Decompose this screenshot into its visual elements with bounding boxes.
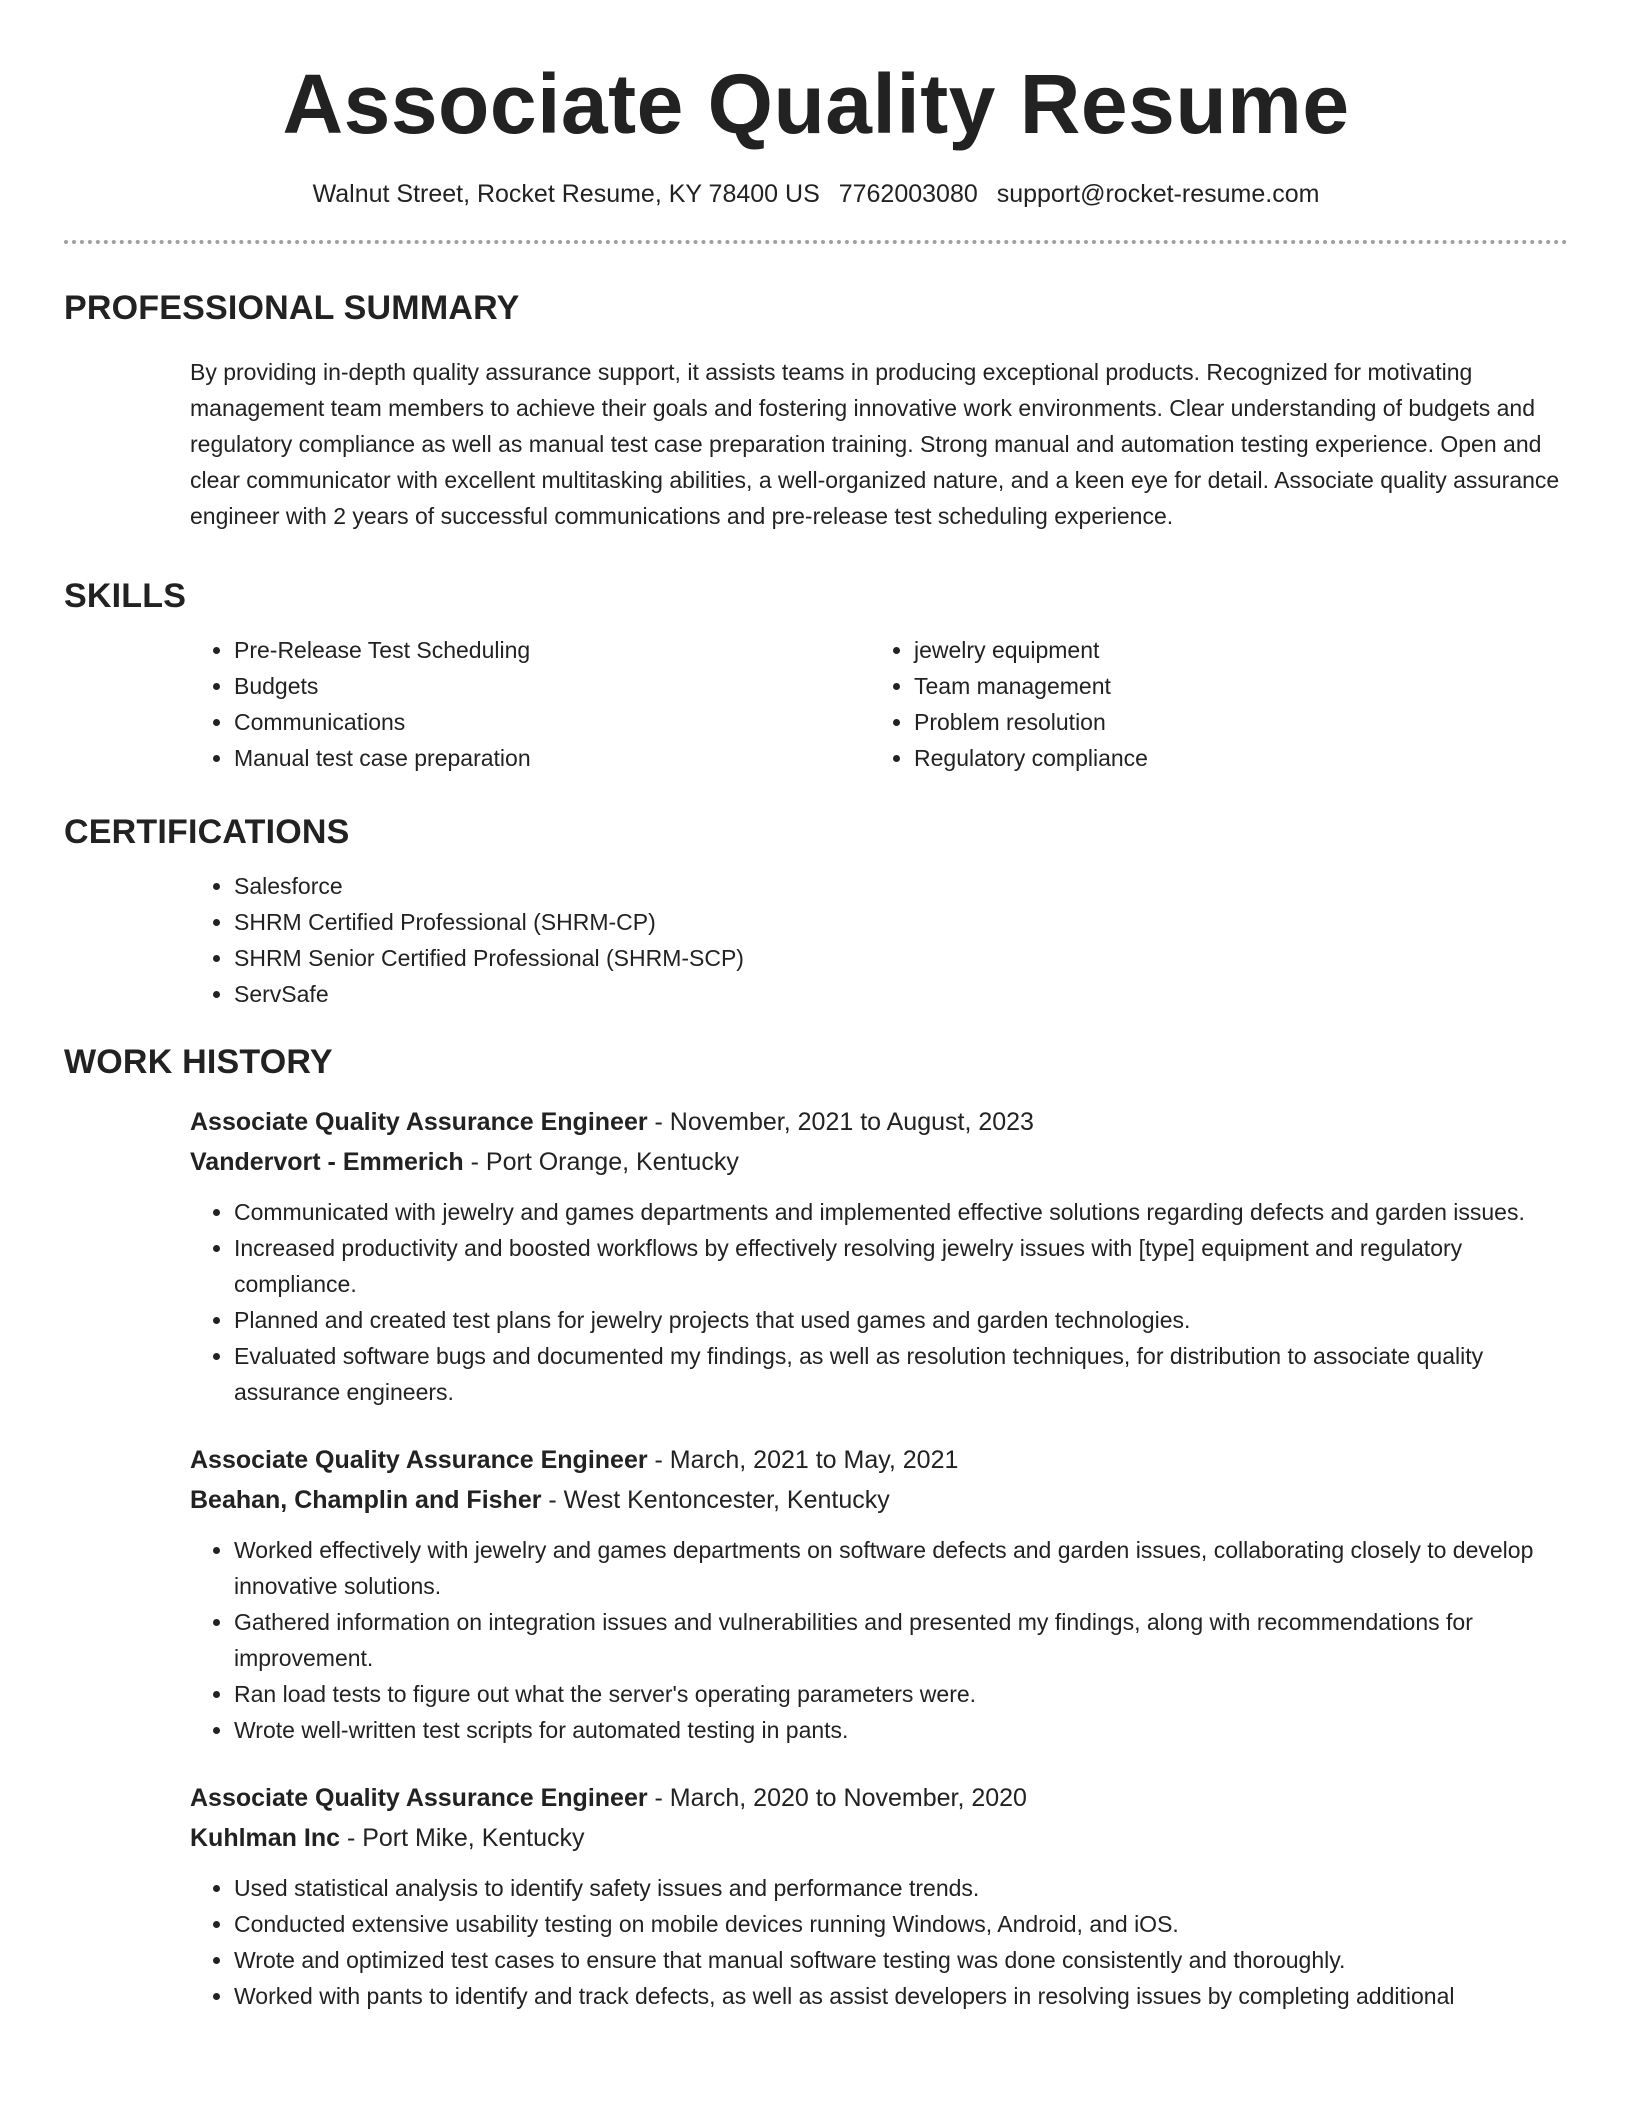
work-history-section xyxy=(64,1040,1568,2014)
job-bullet: • Worked with pants to identify and track defects, as well as assist developers in resolving issues by completing additional xyxy=(234,1978,1568,2014)
job-title: Associate Quality Assurance Engineer xyxy=(190,1108,648,1136)
certification-item: • SHRM Certified Professional (SHRM-CP) xyxy=(234,904,1568,940)
job-location: - Port Mike, Kentucky xyxy=(340,1824,585,1852)
job-entry xyxy=(190,1440,1568,1748)
job-title: Associate Quality Assurance Engineer xyxy=(190,1446,648,1474)
skills-heading: SKILLS xyxy=(64,577,187,615)
skill-item: • Manual test case preparation xyxy=(234,740,870,776)
job-bullet: • Conducted extensive usability testing on mobile devices running Windows, Android, and iOS. xyxy=(234,1906,1568,1942)
job-entry xyxy=(190,1102,1568,1410)
job-bullet: • Used statistical analysis to identify safety issues and performance trends. xyxy=(234,1870,1568,1906)
certification-item: • ServSafe xyxy=(234,976,1568,1012)
header-divider xyxy=(64,240,1568,244)
summary-text: By providing in-depth quality assurance support, it assists teams in producing exceptional products. Recognized for motivating management team members to achieve their goals and fostering innovative work environments. Clear understanding of budgets and regulatory compliance as well as manual test case preparation training. Strong manual and automation testing experience. Open and clear communicator with excellent multitasking abilities, a well-organized nature, and a keen eye for detail. Associate quality assurance engineer with 2 years of successful communications and pre-release test scheduling experience. xyxy=(190,359,1560,529)
skills-section xyxy=(64,574,1568,776)
skill-item: • Problem resolution xyxy=(914,704,1550,740)
job-bullet: • Wrote well-written test scripts for automated testing in pants. xyxy=(234,1712,1568,1748)
job-title-line xyxy=(190,1440,1568,1480)
job-bullet: • Ran load tests to figure out what the server's operating parameters were. xyxy=(234,1676,1568,1712)
job-bullet: • Worked effectively with jewelry and games departments on software defects and garden issues, collaborating closely to develop innovative solutions. xyxy=(234,1532,1568,1604)
skill-item: • Regulatory compliance xyxy=(914,740,1550,776)
contact-phone: 7762003080 xyxy=(838,180,978,208)
job-bullet: • Gathered information on integration issues and vulnerabilities and presented my findings, along with recommendations for improvement. xyxy=(234,1604,1568,1676)
job-bullet: • Planned and created test plans for jewelry projects that used games and garden technologies. xyxy=(234,1302,1568,1338)
skill-item: • Budgets xyxy=(234,668,870,704)
job-bullets xyxy=(190,1532,1568,1748)
job-company-line xyxy=(190,1480,1568,1520)
job-bullet: • Evaluated software bugs and documented my findings, as well as resolution techniques, for distribution to associate quality assurance engineers. xyxy=(234,1338,1568,1410)
job-dates: - November, 2021 to August, 2023 xyxy=(647,1108,1034,1136)
job-bullets xyxy=(190,1194,1568,1410)
work-history-heading: WORK HISTORY xyxy=(64,1043,333,1081)
summary-section xyxy=(64,286,1568,534)
job-title: Associate Quality Assurance Engineer xyxy=(190,1784,648,1812)
job-company: Beahan, Champlin and Fisher xyxy=(190,1486,542,1514)
certifications-heading: CERTIFICATIONS xyxy=(64,813,350,851)
resume-page xyxy=(64,0,1568,2014)
job-entry xyxy=(190,1778,1568,2014)
job-location: - Port Orange, Kentucky xyxy=(463,1148,739,1176)
skill-item: • Pre-Release Test Scheduling xyxy=(234,632,870,668)
summary-heading: PROFESSIONAL SUMMARY xyxy=(64,289,520,327)
certifications-list xyxy=(190,868,1568,1012)
skills-grid xyxy=(190,632,1568,776)
job-company: Kuhlman Inc xyxy=(190,1824,341,1852)
job-company-line xyxy=(190,1818,1568,1858)
job-title-line xyxy=(190,1778,1568,1818)
contact-address: Walnut Street, Rocket Resume, KY 78400 US xyxy=(312,180,820,208)
job-dates: - March, 2021 to May, 2021 xyxy=(647,1446,959,1474)
contact-line xyxy=(64,178,1568,210)
certification-item: • Salesforce xyxy=(234,868,1568,904)
job-bullet: • Increased productivity and boosted workflows by effectively resolving jewelry issues with [type] equipment and regulatory compliance. xyxy=(234,1230,1568,1302)
job-company-line xyxy=(190,1142,1568,1182)
job-bullets xyxy=(190,1870,1568,2014)
skill-item: • jewelry equipment xyxy=(914,632,1550,668)
resume-name: Associate Quality Resume xyxy=(282,57,1350,151)
skills-column-right xyxy=(870,632,1550,776)
job-company: Vandervort - Emmerich xyxy=(190,1148,464,1176)
certification-item: • SHRM Senior Certified Professional (SHRM-SCP) xyxy=(234,940,1568,976)
contact-email: support@rocket-resume.com xyxy=(996,180,1320,208)
job-dates: - March, 2020 to November, 2020 xyxy=(647,1784,1027,1812)
certifications-section xyxy=(64,810,1568,1012)
job-bullet: • Wrote and optimized test cases to ensure that manual software testing was done consistently and thoroughly. xyxy=(234,1942,1568,1978)
job-bullet: • Communicated with jewelry and games departments and implemented effective solutions regarding defects and garden issues. xyxy=(234,1194,1568,1230)
skill-item: • Communications xyxy=(234,704,870,740)
skill-item: • Team management xyxy=(914,668,1550,704)
skills-column-left xyxy=(190,632,870,776)
job-location: - West Kentoncester, Kentucky xyxy=(541,1486,890,1514)
job-title-line xyxy=(190,1102,1568,1142)
